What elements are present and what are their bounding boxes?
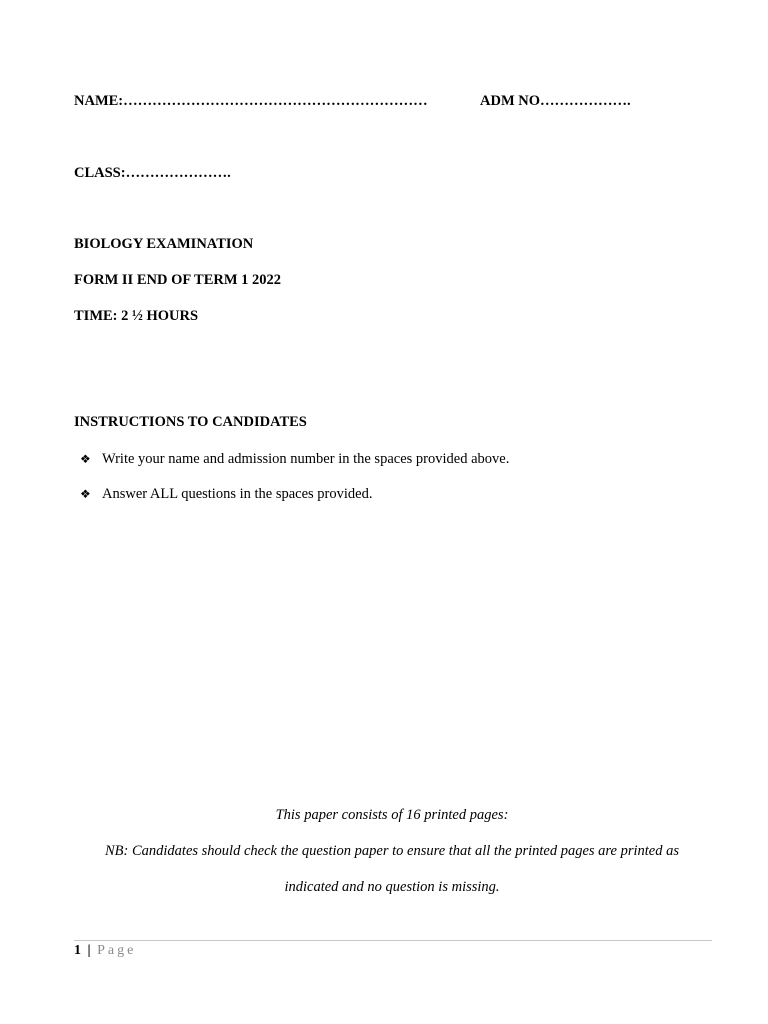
exam-time: TIME: 2 ½ HOURS [74, 308, 199, 324]
exam-subject: BIOLOGY EXAMINATION [74, 236, 254, 252]
nb-note-line-2: indicated and no question is missing. [284, 879, 500, 895]
page-separator: | [87, 943, 91, 958]
name-field: NAME:……………………………………………………… [74, 93, 428, 109]
nb-note-line-1: NB: Candidates should check the question paper to ensure that all the printed pages are printed as [104, 843, 680, 859]
exam-form-term: FORM II END OF TERM 1 2022 [74, 272, 282, 288]
footer-divider [74, 940, 712, 941]
admission-number-field: ADM NO………………. [480, 93, 631, 109]
page-number-footer [74, 943, 136, 959]
instruction-item [80, 486, 372, 503]
diamond-bullet-icon: ❖ [80, 487, 91, 501]
class-field: CLASS:…………………. [74, 165, 231, 181]
instructions-title: INSTRUCTIONS TO CANDIDATES [74, 414, 307, 430]
instruction-text: Answer ALL questions in the spaces provided. [102, 486, 373, 502]
page-number: 1 [74, 943, 81, 958]
diamond-bullet-icon: ❖ [80, 452, 91, 466]
instruction-item [80, 451, 509, 468]
page-label: Page [97, 943, 137, 958]
page-count-note: This paper consists of 16 printed pages: [275, 807, 509, 823]
instruction-text: Write your name and admission number in the spaces provided above. [102, 451, 510, 467]
